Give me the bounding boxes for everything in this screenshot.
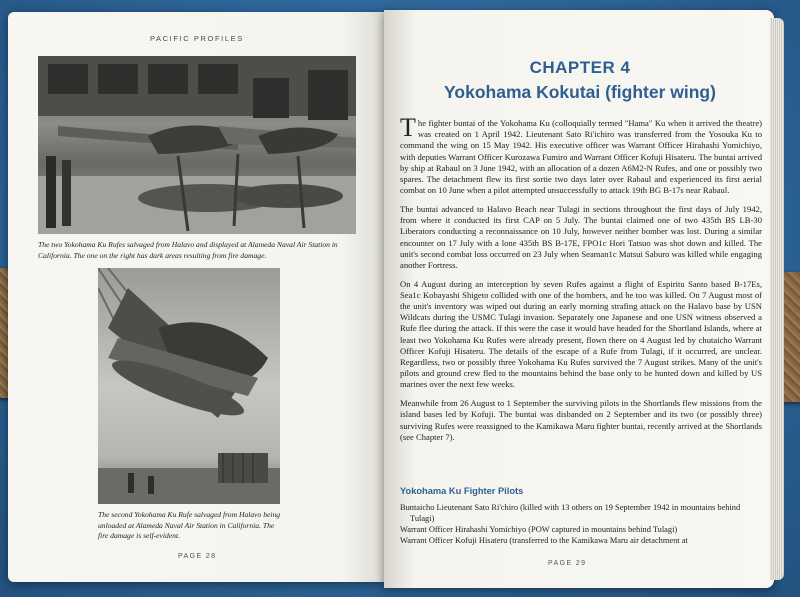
running-head: PACIFIC PROFILES: [150, 34, 244, 43]
chapter-title: Yokohama Kokutai (fighter wing): [444, 82, 716, 102]
page-number-right: PAGE 29: [548, 560, 587, 567]
list-item: Warrant Officer Hirahashi Yomichiyo (POW captured in mountains behind Tulagi): [400, 525, 678, 534]
caption-photo2: The second Yokohama Ku Rufe salvaged from Halavo being unloaded at Alameda Naval Air Station in California. The fire damage is self-evident.: [98, 510, 281, 540]
paragraph: The buntai advanced to Halavo Beach near Tulagi in sections throughout the first days of July 1942, from where it conducted its first CAP on 5 July. The buntai claimed one of two 435th BS LB-30 Liberators conducting a reconnaissance on 10 July, however neither bomber was lost. During a similar encounter on 17 July with a lone 435th BS B-17E, FPO1c Hori Tatsuo was shot down and killed. The unit's second combat loss occurred on 23 July when Seaman1c Matsui Saburo was killed while engaging another Fortress.: [400, 203, 762, 270]
list-item: Buntaicho Lieutenant Sato Ri'chiro (killed with 13 others on 19 September 1942 in mountains behind Tulagi): [400, 503, 741, 523]
paragraph: On 4 August during an interception by seven Rufes against a flight of Espiritu Santo based B-17Es, Sea1c Kobayashi Shigeto collided with one of the bombers, and he too was killed. On 7 August most of the unit's inventory was wiped out during an early morning strafing attack on the Halavo base by USN Wildcats during the USMC Tulagi invasion. Separately one Japanese and one USN witness observed a Rufe flee during the attack. If this were the case it would have headed for the Shortland Islands, where at least two Yokohama Ku Rufes were already present, flown there on 4 August led by chutaicho Warrant Officer Kofuji Hisateru. The details of the escape of a Rufe from Tulagi, if it occurred, are unclear. Regardless, two or possibly three Yokohama Ku Rufes survived the 7 August strikes. Many of the unit's pilots and ground crew fled to the mountains behind the base only to be hunted down and killed by US marines over the next few weeks.: [400, 278, 762, 390]
list-item: Warrant Officer Kofuji Hisateru (transferred to the Kamikawa Maru air detachment at: [400, 536, 688, 545]
chapter-label: CHAPTER 4: [529, 58, 631, 77]
pilot-list: [400, 502, 760, 546]
caption-photo1: The two Yokohama Ku Rufes salvaged from Halavo and displayed at Alameda Naval Air Station in California. The one on the right has dark areas resulting from fire damage.: [38, 240, 338, 260]
photo-rufe-unloading: [98, 268, 280, 504]
page-edges: [770, 18, 784, 580]
body-text: [400, 113, 762, 450]
section-heading: Yokohama Ku Fighter Pilots: [400, 486, 524, 496]
photo-rufes-alameda: [38, 56, 356, 234]
page-number-left: PAGE 28: [178, 553, 217, 560]
paragraph: Meanwhile from 26 August to 1 September the surviving pilots in the Shortlands flew missions from the island bases led by Kofuji. The buntai was disbanded on 2 September and its two (or possibly three) surviving Rufes were reassigned to the Kamikawa Maru fighter buntai, recently arrived at the Shortlands (see Chapter 7).: [400, 398, 762, 442]
paragraph: The fighter buntai of the Yokohama Ku (colloquially termed "Hama" Ku when it arrived the theatre) was created on 1 April 1942. Lieutenant Sato Ri'ichiro was transferred from the Yosouka Ku to command the wing on 15 May 1942. His executive officer was Warrant Officer Hirahashi Yomichiyo, with deputies Warrant Officer Kurozawa Fumiro and Warrant Officer Kofuji Hisateru. The buntai arrived by ship at Rabaul on 3 June 1942, with an allocation of a dozen A6M2-N Rufes, and one or possibly two spares. The detachment flew its first sortie two days later over Rabaul and experienced its first aerial combat on 10 June when a pilot attempted unsuccessfully to attack 19th BG B-17s near Rabaul.: [400, 113, 762, 196]
